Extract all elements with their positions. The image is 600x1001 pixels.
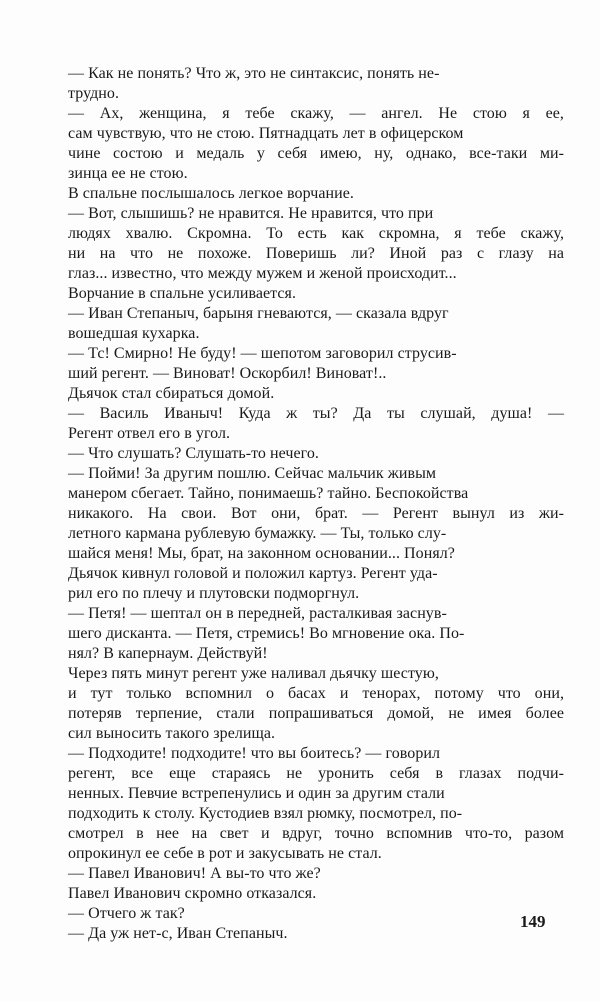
text-line: никакого. На свои. Вот они, брат. — Регент вынул из жи- bbox=[68, 505, 564, 522]
text-line: — Тс! Смирно! Не буду! — шепотом заговорил струсив- bbox=[68, 345, 457, 362]
text-line: сам чувствую, что не стою. Пятнадцать лет в офицерском bbox=[68, 125, 464, 142]
text-line: регент, все еще стараясь не уронить себя в глазах подчи- bbox=[68, 765, 564, 782]
text-line: глаз... известно, что между мужем и женой происходит... bbox=[68, 265, 457, 282]
text-line: — Петя! — шептал он в передней, расталкивая заснув- bbox=[68, 605, 447, 622]
text-line: смотрел в нее на свет и вдруг, точно вспомнив что-то, разом bbox=[68, 825, 564, 842]
text-line: — Отчего ж так? bbox=[68, 905, 185, 922]
text-line: вошедшая кухарка. bbox=[68, 325, 200, 342]
text-line: трудно. bbox=[68, 85, 120, 102]
text-line: ненных. Певчие встрепенулись и один за другим стали bbox=[68, 785, 445, 802]
text-line: манером сбегает. Тайно, понимаешь? тайно. Беспокойства bbox=[68, 485, 469, 502]
text-line: В спальне послышалось легкое ворчание. bbox=[68, 185, 354, 202]
text-line: шего дисканта. — Петя, стремись! Во мгновение ока. По- bbox=[68, 625, 465, 642]
text-line: подходить к столу. Кустодиев взял рюмку, посмотрел, по- bbox=[68, 805, 463, 822]
page-number: 149 bbox=[520, 912, 546, 931]
text-line: Через пять минут регент уже наливал дьячку шестую, bbox=[68, 665, 439, 682]
text-line: летного кармана рублевую бумажку. — Ты, только слу- bbox=[68, 525, 447, 542]
text-line: — Подходите! подходите! что вы боитесь? — говорил bbox=[68, 745, 441, 762]
text-line: — Вот, слышишь? не нравится. Не нравится, что при bbox=[68, 205, 434, 222]
text-line: — Как не понять? Что ж, это не синтаксис, понять не- bbox=[68, 65, 440, 82]
text-line: — Пойми! За другим пошлю. Сейчас мальчик живым bbox=[68, 465, 437, 482]
text-line: рил его по плечу и плутовски подморгнул. bbox=[68, 585, 360, 602]
text-line: людях хвалю. Скромна. То есть как скромна, я тебе скажу, bbox=[68, 225, 564, 242]
text-line: сил выносить такого зрелища. bbox=[68, 725, 276, 742]
text-line: — Ах, женщина, я тебе скажу, — ангел. Не стою я ее, bbox=[68, 105, 564, 122]
text-line: шайся меня! Мы, брат, на законном основании... Понял? bbox=[68, 545, 455, 562]
text-line: — Что слушать? Слушать-то нечего. bbox=[68, 445, 319, 462]
text-line: — Павел Иванович! А вы-то что же? bbox=[68, 865, 321, 882]
text-line: — Иван Степаныч, барыня гневаются, — сказала вдруг bbox=[68, 305, 449, 322]
text-line: и тут только вспомнил о басах и тенорах, потому что они, bbox=[68, 685, 564, 702]
text-line: потеряв терпение, стали попрашиваться домой, не имея более bbox=[68, 705, 564, 722]
text-line: — Да уж нет-с, Иван Степаныч. bbox=[68, 925, 288, 942]
text-line: ни на что не похоже. Поверишь ли? Иной раз с глазу на bbox=[68, 245, 564, 262]
text-line: Павел Иванович скромно отказался. bbox=[68, 885, 317, 902]
text-line: опрокинул ее себе в рот и закусывать не стал. bbox=[68, 845, 382, 862]
text-line: Дьячок стал сбираться домой. bbox=[68, 385, 275, 402]
text-line: зинца ее не стою. bbox=[68, 165, 188, 182]
text-line: чине состою и медаль у себя имею, ну, однако, все-таки ми- bbox=[68, 145, 564, 162]
text-line: ший регент. — Виноват! Оскорбил! Виноват!.. bbox=[68, 365, 387, 382]
text-line: — Василь Иваныч! Куда ж ты? Да ты слушай, душа! — bbox=[68, 405, 564, 422]
text-line: Дьячок кивнул головой и положил картуз. Регент уда- bbox=[68, 565, 438, 582]
body-text bbox=[68, 64, 564, 944]
text-line: нял? В капернаум. Действуй! bbox=[68, 645, 268, 662]
text-line: Регент отвел его в угол. bbox=[68, 425, 231, 442]
text-line: Ворчание в спальне усиливается. bbox=[68, 285, 297, 302]
